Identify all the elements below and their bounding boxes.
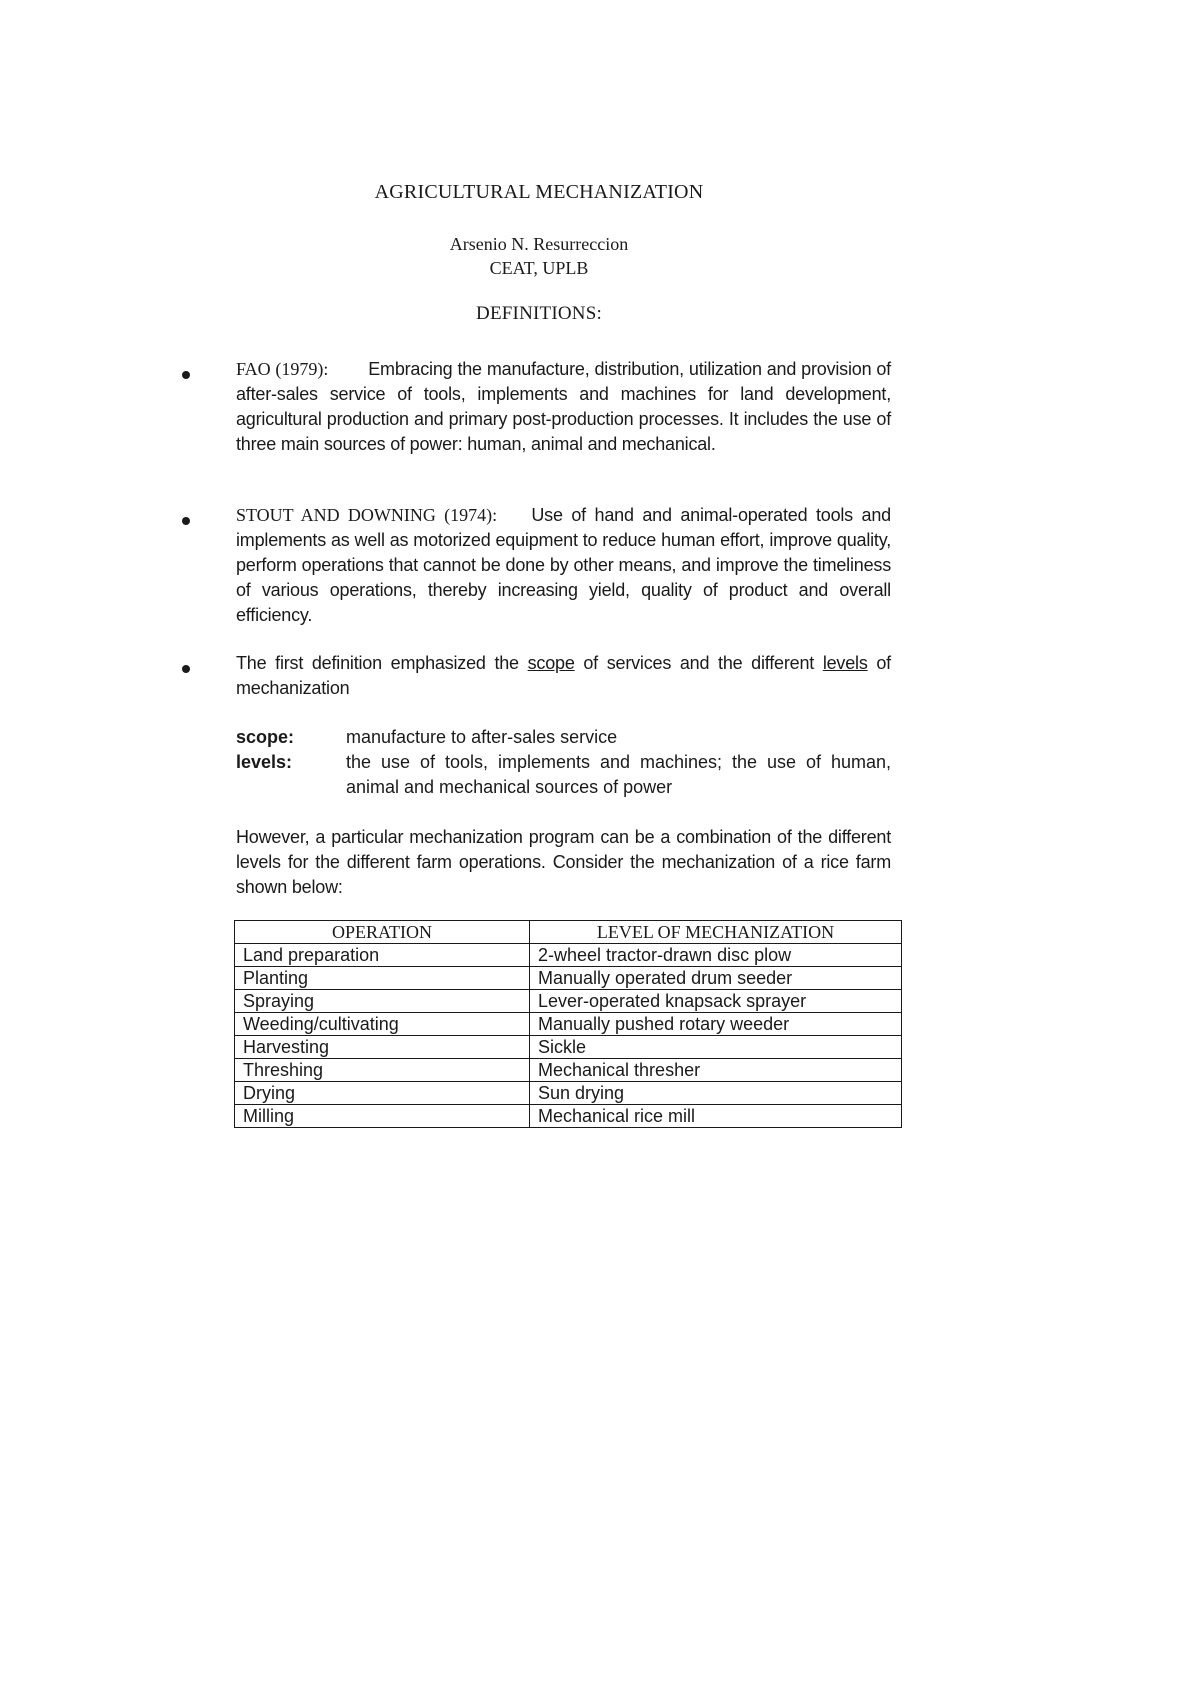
summary-text: of services and the different	[574, 653, 823, 673]
author-block	[0, 232, 1078, 280]
level-cell: Manually operated drum seeder	[530, 967, 902, 990]
operation-cell: Spraying	[235, 990, 530, 1013]
term-row	[236, 725, 891, 750]
document-title: AGRICULTURAL MECHANIZATION	[374, 181, 704, 203]
operation-cell: Drying	[235, 1082, 530, 1105]
operation-cell: Harvesting	[235, 1036, 530, 1059]
definition-stout-downing	[236, 503, 891, 628]
definition-text: Embracing the manufacture, distribution, utilization and provision of after-sales service of tools, implements and machines for land development, agricultural production and primary post-production processes. It includes the use of three main sources of power: human, animal and mechanical.	[236, 359, 891, 454]
table-row	[235, 1036, 902, 1059]
table-row	[235, 1059, 902, 1082]
table-header-cell: LEVEL OF MECHANIZATION	[530, 921, 902, 944]
table-row	[235, 1013, 902, 1036]
closing-paragraph: However, a particular mechanization program can be a combination of the different levels for the different farm operations. Consider the mechanization of a rice farm shown below:	[236, 827, 891, 897]
level-cell: Sun drying	[530, 1082, 902, 1105]
author-affiliation: CEAT, UPLB	[489, 258, 589, 278]
operation-cell: Planting	[235, 967, 530, 990]
definition-lead: FAO (1979):	[236, 359, 329, 379]
level-cell: 2-wheel tractor-drawn disc plow	[530, 944, 902, 967]
section-heading: DEFINITIONS:	[476, 303, 602, 324]
bullet-icon	[182, 371, 190, 379]
table-row	[235, 944, 902, 967]
definition-text: Use of hand and animal-operated tools and implements as well as motorized equipment to reduce human effort, improve quality, perform operations that cannot be done by other means, and improve the timeliness of various operations, thereby increasing yield, quality of product and overall efficiency.	[236, 505, 891, 625]
bullet-icon	[182, 665, 190, 673]
level-cell: Sickle	[530, 1036, 902, 1059]
table-row	[235, 1082, 902, 1105]
operation-cell: Land preparation	[235, 944, 530, 967]
table-row	[235, 990, 902, 1013]
term-key: levels:	[236, 752, 293, 772]
summary-scope-underlined: scope	[527, 653, 575, 673]
operation-cell: Threshing	[235, 1059, 530, 1082]
definition-summary	[236, 651, 891, 701]
term-key: scope:	[236, 727, 295, 747]
table-header-cell: OPERATION	[235, 921, 530, 944]
summary-text: The first definition emphasized the	[236, 653, 528, 673]
author-name: Arsenio N. Resurreccion	[449, 234, 629, 254]
level-cell: Manually pushed rotary weeder	[530, 1013, 902, 1036]
table-header-row	[235, 921, 902, 944]
mechanization-table	[234, 920, 902, 1128]
definition-lead: STOUT AND DOWNING (1974):	[236, 505, 498, 525]
level-cell: Lever-operated knapsack sprayer	[530, 990, 902, 1013]
level-cell: Mechanical thresher	[530, 1059, 902, 1082]
terms-list	[236, 725, 891, 800]
definition-fao	[236, 357, 891, 457]
term-row	[236, 750, 891, 800]
table-row	[235, 1105, 902, 1128]
operation-cell: Milling	[235, 1105, 530, 1128]
operation-cell: Weeding/cultivating	[235, 1013, 530, 1036]
term-value: manufacture to after-sales service	[346, 727, 618, 747]
summary-levels-underlined: levels	[822, 653, 868, 673]
level-cell: Mechanical rice mill	[530, 1105, 902, 1128]
bullet-icon	[182, 517, 190, 525]
table-row	[235, 967, 902, 990]
term-value: the use of tools, implements and machines; the use of human, animal and mechanical sources of power	[346, 752, 891, 797]
summary-text: of mechanization	[236, 653, 891, 698]
